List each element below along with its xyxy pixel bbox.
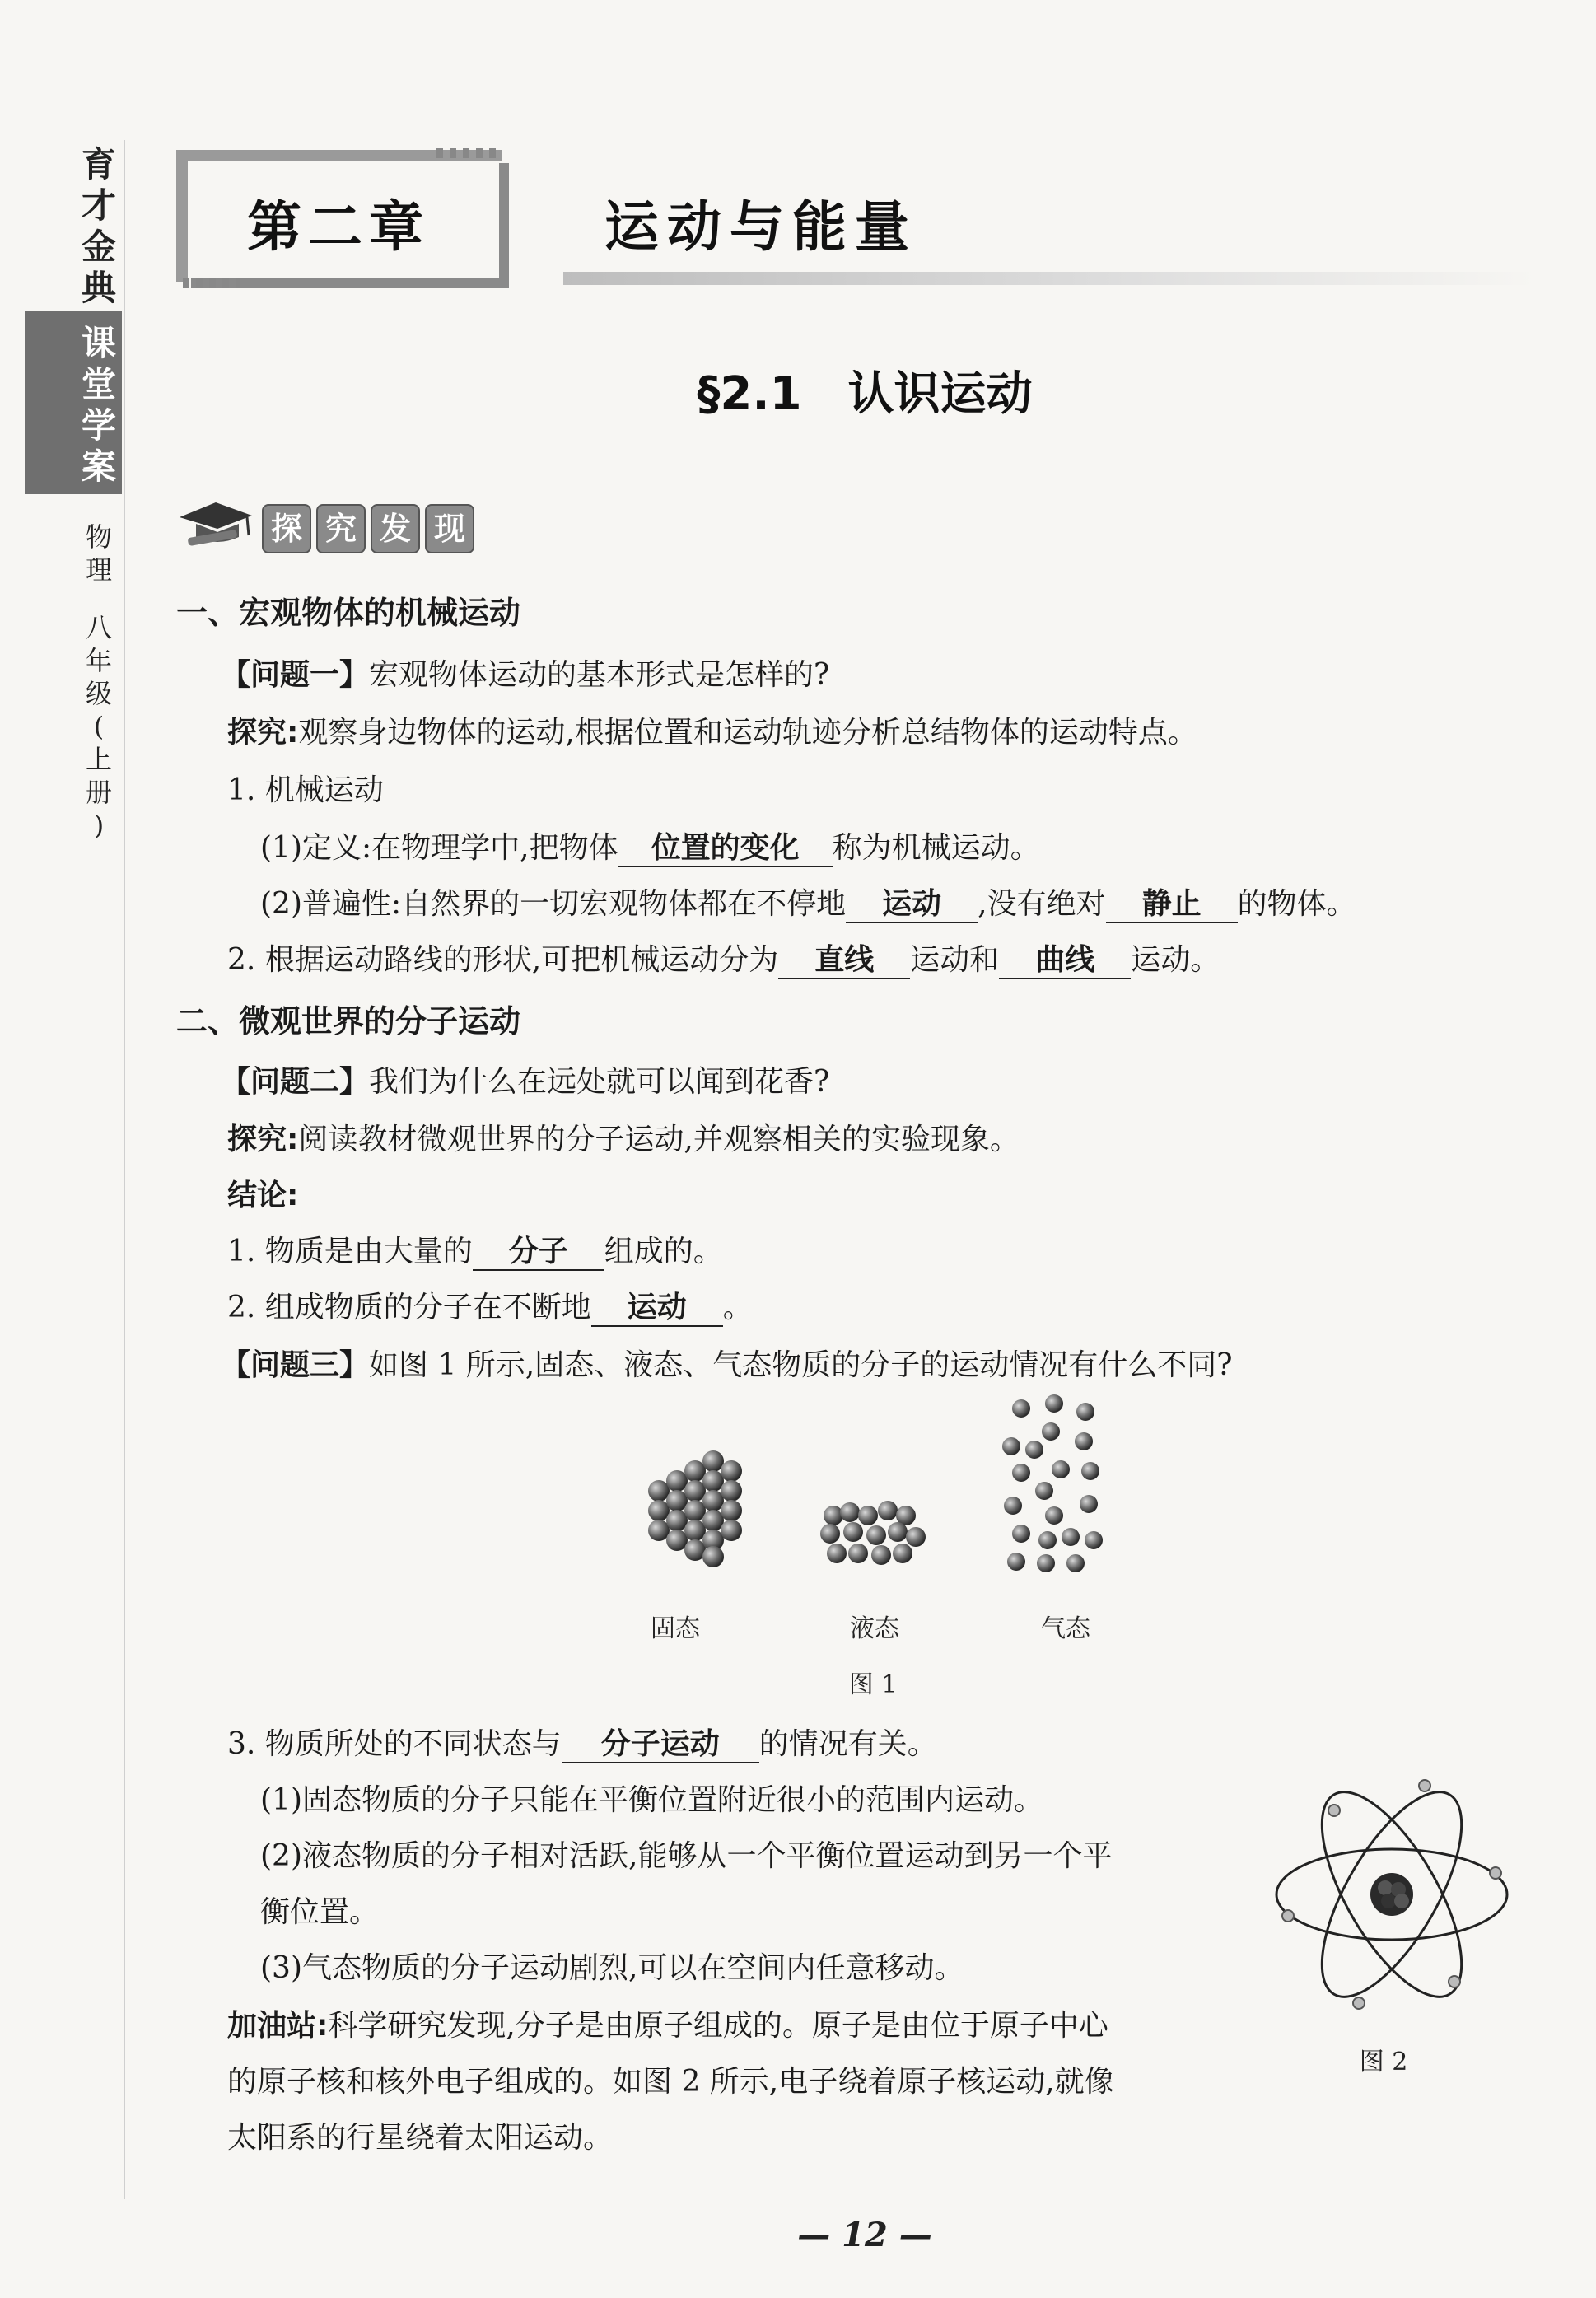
tip-label: 加油站: (227, 2009, 329, 2043)
graduation-cap-icon (176, 494, 259, 549)
answer-blank: 位置的变化 (618, 831, 833, 867)
explore-2 (227, 1120, 1020, 1160)
explore-badge (262, 504, 474, 553)
motion-types-line (227, 941, 1220, 980)
explore-2-label: 探究: (227, 1123, 299, 1156)
conclusion-1-suffix: 组成的。 (604, 1235, 723, 1268)
chapter-title: 运动与能量 (604, 195, 917, 259)
answer-blank: 运动 (591, 1291, 723, 1327)
explore-2-text: 阅读教材微观世界的分子运动,并观察相关的实验现象。 (298, 1123, 1020, 1156)
answer-blank: 静止 (1106, 887, 1238, 923)
figure-2-atom-model (1268, 1771, 1515, 2018)
conclusion-1-prefix: 1. 物质是由大量的 (227, 1235, 473, 1268)
state-liquid-line-a: (2)液态物质的分子相对活跃,能够从一个平衡位置运动到另一个平 (260, 1839, 1113, 1873)
explore-badge-char: 发 (371, 504, 420, 553)
question-3 (221, 1346, 1233, 1385)
answer-blank: 分子运动 (562, 1727, 759, 1763)
conclusion-3-suffix: 的情况有关。 (758, 1727, 937, 1761)
sidebar-rule (124, 140, 125, 2199)
chapter-number: 第二章 (247, 195, 430, 259)
explore-1-label: 探究: (227, 716, 299, 750)
question-2 (221, 1063, 829, 1102)
definition-suffix: 称为机械运动。 (832, 831, 1040, 865)
conclusion-label: 结论: (227, 1179, 299, 1212)
sidebar-band-text: 课 堂 学 案 (81, 323, 116, 487)
label-liquid: 液态 (850, 1614, 899, 1643)
tip-line-b: 的原子核和核外电子组成的。如图 2 所示,电子绕着原子核运动,就像 (227, 2065, 1114, 2099)
motion-types-suffix: 运动。 (1131, 943, 1220, 977)
part1-heading: 一、宏观物体的机械运动 (176, 595, 521, 631)
answer-blank: 曲线 (999, 943, 1131, 979)
liquid-cluster (820, 1501, 926, 1565)
explore-badge-char: 现 (425, 504, 474, 553)
explore-1 (227, 713, 1197, 753)
part2-heading: 二、微观世界的分子运动 (176, 1003, 521, 1039)
sidebar-subject: 物 理 (85, 521, 112, 586)
question-3-label: 【问题三】 (221, 1348, 370, 1382)
question-1-text: 宏观物体运动的基本形式是怎样的? (369, 658, 830, 692)
question-1-label: 【问题一】 (221, 658, 370, 692)
answer-blank: 直线 (778, 943, 910, 979)
universality-mid: ,没有绝对 (978, 887, 1106, 921)
question-1 (221, 656, 829, 695)
conclusion-2-suffix: 。 (722, 1291, 753, 1324)
state-solid-line: (1)固态物质的分子只能在平衡位置附近很小的范围内运动。 (260, 1783, 1043, 1817)
explore-badge-char: 探 (262, 504, 311, 553)
banner-gradient-bar (563, 272, 1535, 285)
conclusion-3-prefix: 3. 物质所处的不同状态与 (227, 1727, 562, 1761)
explore-1-text: 观察身边物体的运动,根据位置和运动轨迹分析总结物体的运动特点。 (298, 716, 1197, 750)
universality-line (260, 885, 1356, 924)
label-solid: 固态 (651, 1614, 700, 1643)
sidebar-brand: 育 才 金 典 (81, 144, 116, 308)
universality-suffix: 的物体。 (1237, 887, 1356, 921)
question-2-text: 我们为什么在远处就可以闻到花香? (369, 1065, 830, 1099)
tip-line-c: 太阳系的行星绕着太阳运动。 (227, 2121, 614, 2155)
conclusion-2 (227, 1288, 753, 1328)
tip-text-a: 科学研究发现,分子是由原子组成的。原子是由位于原子中心 (328, 2009, 1108, 2043)
figure-1-caption: 图 1 (848, 1670, 898, 1699)
page-number: — 12 — (797, 2216, 932, 2254)
explore-badge-char: 究 (316, 504, 366, 553)
definition-line (260, 829, 1040, 868)
state-gas-line: (3)气态物质的分子运动剧烈,可以在空间内任意移动。 (260, 1951, 964, 1985)
conclusion-2-prefix: 2. 组成物质的分子在不断地 (227, 1291, 591, 1324)
banner-dots-bottom (183, 278, 240, 288)
motion-types-mid: 运动和 (910, 943, 1000, 977)
state-liquid-line-b: 衡位置。 (260, 1895, 380, 1929)
question-2-label: 【问题二】 (221, 1065, 370, 1099)
definition-prefix: (1)定义:在物理学中,把物体 (260, 831, 618, 865)
answer-blank: 分子 (473, 1235, 604, 1271)
tip-line-a (227, 2006, 1108, 2046)
conclusion-1 (227, 1232, 723, 1272)
gas-scatter (1002, 1394, 1103, 1572)
banner-dots-top (436, 148, 502, 158)
solid-lattice (648, 1450, 742, 1567)
sidebar-grade: 八 年 级 ( 上 册 ) (85, 612, 112, 841)
universality-prefix: (2)普遍性:自然界的一切宏观物体都在不停地 (260, 887, 847, 921)
label-gas: 气态 (1041, 1614, 1090, 1643)
figure-2-caption: 图 2 (1359, 2048, 1408, 2076)
answer-blank: 运动 (846, 887, 978, 923)
conclusion-3 (227, 1725, 937, 1764)
item-mechanical-motion: 1. 机械运动 (227, 773, 384, 807)
question-3-text: 如图 1 所示,固态、液态、气态物质的分子的运动情况有什么不同? (369, 1348, 1233, 1382)
section-title: §2.1 认识运动 (697, 367, 1033, 421)
motion-types-prefix: 2. 根据运动路线的形状,可把机械运动分为 (227, 943, 779, 977)
